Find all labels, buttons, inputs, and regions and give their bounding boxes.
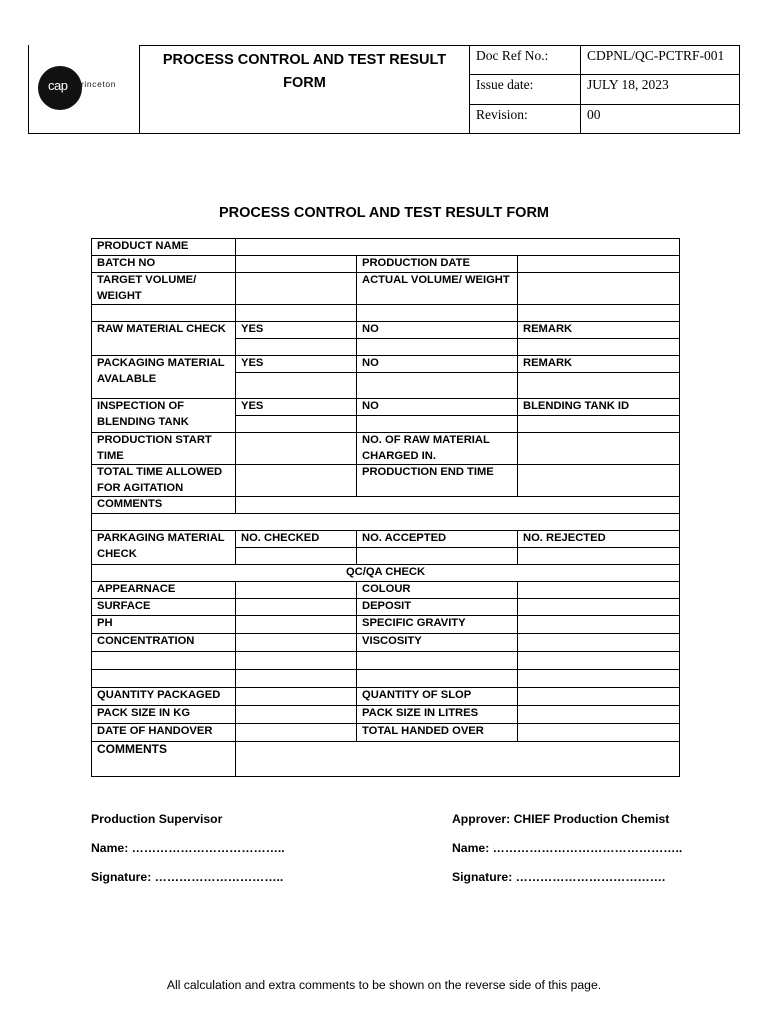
header-title-line2: FORM: [283, 75, 326, 91]
empty-cell[interactable]: [357, 305, 518, 322]
final-comments-label: COMMENTS: [92, 742, 236, 777]
table-row: [92, 599, 680, 616]
date-handover-field[interactable]: [236, 724, 357, 742]
page-title: PROCESS CONTROL AND TEST RESULT FORM: [218, 205, 550, 221]
label-line: PACKAGING MATERIAL: [97, 357, 225, 369]
empty-cell[interactable]: [357, 670, 518, 688]
table-row: [92, 356, 680, 373]
comments-continuation-field[interactable]: [92, 514, 680, 531]
label-line: PARKAGING MATERIAL: [97, 532, 225, 544]
empty-cell[interactable]: [92, 652, 236, 670]
appearance-label: APPEARNACE: [92, 582, 236, 599]
no-header: NO: [357, 356, 518, 373]
specific-gravity-field[interactable]: [518, 616, 680, 634]
production-start-label: [92, 433, 236, 465]
table-row: [92, 724, 680, 742]
quantity-packaged-field[interactable]: [236, 688, 357, 706]
table-row: [92, 531, 680, 548]
label-line: CHECK: [97, 547, 137, 560]
supervisor-name-line[interactable]: Name: ………………………………..: [91, 841, 285, 855]
label-line: NO. OF RAW MATERIAL: [362, 434, 490, 446]
raw-charged-field[interactable]: [518, 433, 680, 465]
no-accepted-field[interactable]: [357, 548, 518, 565]
label-line: INSPECTION OF: [97, 400, 185, 412]
no-header: NO: [357, 399, 518, 416]
label-line: TARGET VOLUME/: [97, 274, 197, 286]
table-row: [92, 634, 680, 652]
no-checked-header: NO. CHECKED: [236, 531, 357, 548]
inspection-no-field[interactable]: [357, 416, 518, 433]
document-header: [28, 45, 740, 134]
process-control-form: [91, 238, 680, 777]
date-handover-label: DATE OF HANDOVER: [92, 724, 236, 742]
raw-charged-label: [357, 433, 518, 465]
specific-gravity-label: SPECIFIC GRAVITY: [357, 616, 518, 634]
raw-material-no-field[interactable]: [357, 339, 518, 356]
actual-volume-field[interactable]: [518, 273, 680, 305]
no-rejected-field[interactable]: [518, 548, 680, 565]
no-header: NO: [357, 322, 518, 339]
doc-ref-value: CDPNL/QC-PCTRF-001: [581, 46, 740, 75]
header-title-line1: PROCESS CONTROL AND TEST RESULT: [162, 52, 447, 68]
ph-label: PH: [92, 616, 236, 634]
table-row: [92, 305, 680, 322]
empty-cell[interactable]: [518, 670, 680, 688]
comments-label: COMMENTS: [92, 497, 236, 514]
qc-qa-check-heading: QC/QA CHECK: [92, 565, 680, 582]
table-row: [92, 465, 680, 497]
production-end-label: PRODUCTION END TIME: [357, 465, 518, 497]
table-row: [92, 582, 680, 599]
batch-no-label: BATCH NO: [92, 256, 236, 273]
raw-material-remark-field[interactable]: [518, 339, 680, 356]
label-line: TOTAL TIME ALLOWED: [97, 466, 223, 478]
product-name-label: PRODUCT NAME: [92, 239, 236, 256]
production-date-label: PRODUCTION DATE: [357, 256, 518, 273]
empty-cell[interactable]: [92, 670, 236, 688]
table-row: [92, 565, 680, 582]
empty-cell[interactable]: [236, 305, 357, 322]
yes-header: YES: [236, 399, 357, 416]
logo-wordmark: rinceton: [81, 79, 117, 89]
inspection-yes-field[interactable]: [236, 416, 357, 433]
header-title: [139, 45, 470, 134]
raw-material-yes-field[interactable]: [236, 339, 357, 356]
target-volume-label: [92, 273, 236, 305]
packaging-yes-field[interactable]: [236, 373, 357, 399]
table-row: [92, 706, 680, 724]
ph-field[interactable]: [236, 616, 357, 634]
viscosity-label: VISCOSITY: [357, 634, 518, 652]
approver-title: Approver: CHIEF Production Chemist: [452, 812, 670, 826]
yes-header: YES: [236, 322, 357, 339]
label-line: FOR AGITATION: [97, 481, 184, 494]
colour-field[interactable]: [518, 582, 680, 599]
label-line: PRODUCTION START: [97, 434, 212, 446]
table-row: [92, 239, 680, 256]
no-accepted-header: NO. ACCEPTED: [357, 531, 518, 548]
packaging-remark-field[interactable]: [518, 373, 680, 399]
packaging-available-label: [92, 356, 236, 399]
logo-cell: [28, 45, 140, 134]
table-row: [92, 652, 680, 670]
quantity-slop-label: QUANTITY OF SLOP: [357, 688, 518, 706]
table-row: [92, 688, 680, 706]
table-row: [92, 742, 680, 777]
remark-header: REMARK: [518, 356, 680, 373]
appearance-field[interactable]: [236, 582, 357, 599]
target-volume-field[interactable]: [236, 273, 357, 305]
document-meta-table: [469, 45, 740, 134]
table-row: [92, 616, 680, 634]
batch-no-field[interactable]: [236, 256, 357, 273]
label-line: BLENDING TANK: [97, 415, 189, 428]
label-line: TIME: [97, 449, 124, 462]
company-logo: [38, 66, 82, 110]
pack-kg-field[interactable]: [236, 706, 357, 724]
footer-note: All calculation and extra comments to be shown on the reverse side of this page.: [166, 978, 602, 992]
pack-litres-label: PACK SIZE IN LITRES: [357, 706, 518, 724]
meta-row: [470, 104, 740, 133]
concentration-field[interactable]: [236, 634, 357, 652]
revision-label: Revision:: [470, 104, 581, 133]
yes-header: YES: [236, 356, 357, 373]
blending-tank-id-header: BLENDING TANK ID: [518, 399, 680, 416]
remark-header: REMARK: [518, 322, 680, 339]
quantity-slop-field[interactable]: [518, 688, 680, 706]
table-row: [92, 322, 680, 339]
deposit-field[interactable]: [518, 599, 680, 616]
empty-cell[interactable]: [92, 305, 236, 322]
table-row: [92, 256, 680, 273]
logo-mark: cap: [48, 78, 68, 93]
table-row: [92, 514, 680, 531]
inspection-label: [92, 399, 236, 433]
table-row: [92, 399, 680, 416]
surface-field[interactable]: [236, 599, 357, 616]
pack-litres-field[interactable]: [518, 706, 680, 724]
product-name-field[interactable]: [236, 239, 680, 256]
total-time-field[interactable]: [236, 465, 357, 497]
total-time-label: [92, 465, 236, 497]
table-row: [92, 497, 680, 514]
surface-label: SURFACE: [92, 599, 236, 616]
no-checked-field[interactable]: [236, 548, 357, 565]
final-comments-field[interactable]: [236, 742, 680, 777]
doc-ref-label: Doc Ref No.:: [470, 46, 581, 75]
table-row: [92, 433, 680, 465]
no-rejected-header: NO. REJECTED: [518, 531, 680, 548]
production-supervisor-title: Production Supervisor: [91, 812, 223, 826]
table-row: [92, 273, 680, 305]
table-row: [92, 670, 680, 688]
empty-cell[interactable]: [518, 305, 680, 322]
total-handed-field[interactable]: [518, 724, 680, 742]
raw-material-check-label: RAW MATERIAL CHECK: [92, 322, 236, 356]
label-line: CHARGED IN.: [362, 449, 436, 462]
supervisor-signature-line[interactable]: Signature: …………………………..: [91, 870, 284, 884]
deposit-label: DEPOSIT: [357, 599, 518, 616]
empty-cell[interactable]: [357, 652, 518, 670]
issue-date-label: Issue date:: [470, 75, 581, 104]
issue-date-value: JULY 18, 2023: [581, 75, 740, 104]
actual-volume-label: ACTUAL VOLUME/ WEIGHT: [357, 273, 518, 305]
approver-name-line[interactable]: Name: ………………………………………..: [452, 841, 683, 855]
label-line: WEIGHT: [97, 289, 142, 302]
empty-cell[interactable]: [518, 652, 680, 670]
production-date-field[interactable]: [518, 256, 680, 273]
colour-label: COLOUR: [357, 582, 518, 599]
blending-tank-id-field[interactable]: [518, 416, 680, 433]
meta-row: [470, 75, 740, 104]
label-line: AVALABLE: [97, 372, 157, 385]
viscosity-field[interactable]: [518, 634, 680, 652]
empty-cell[interactable]: [236, 652, 357, 670]
production-end-field[interactable]: [518, 465, 680, 497]
meta-row: [470, 46, 740, 75]
revision-value: 00: [581, 104, 740, 133]
total-handed-label: TOTAL HANDED OVER: [357, 724, 518, 742]
comments-field[interactable]: [236, 497, 680, 514]
quantity-packaged-label: QUANTITY PACKAGED: [92, 688, 236, 706]
packaging-no-field[interactable]: [357, 373, 518, 399]
approver-signature-line[interactable]: Signature: ……………………………….: [452, 870, 666, 884]
empty-cell[interactable]: [236, 670, 357, 688]
production-start-field[interactable]: [236, 433, 357, 465]
pack-kg-label: PACK SIZE IN KG: [92, 706, 236, 724]
parkaging-check-label: [92, 531, 236, 565]
concentration-label: CONCENTRATION: [92, 634, 236, 652]
